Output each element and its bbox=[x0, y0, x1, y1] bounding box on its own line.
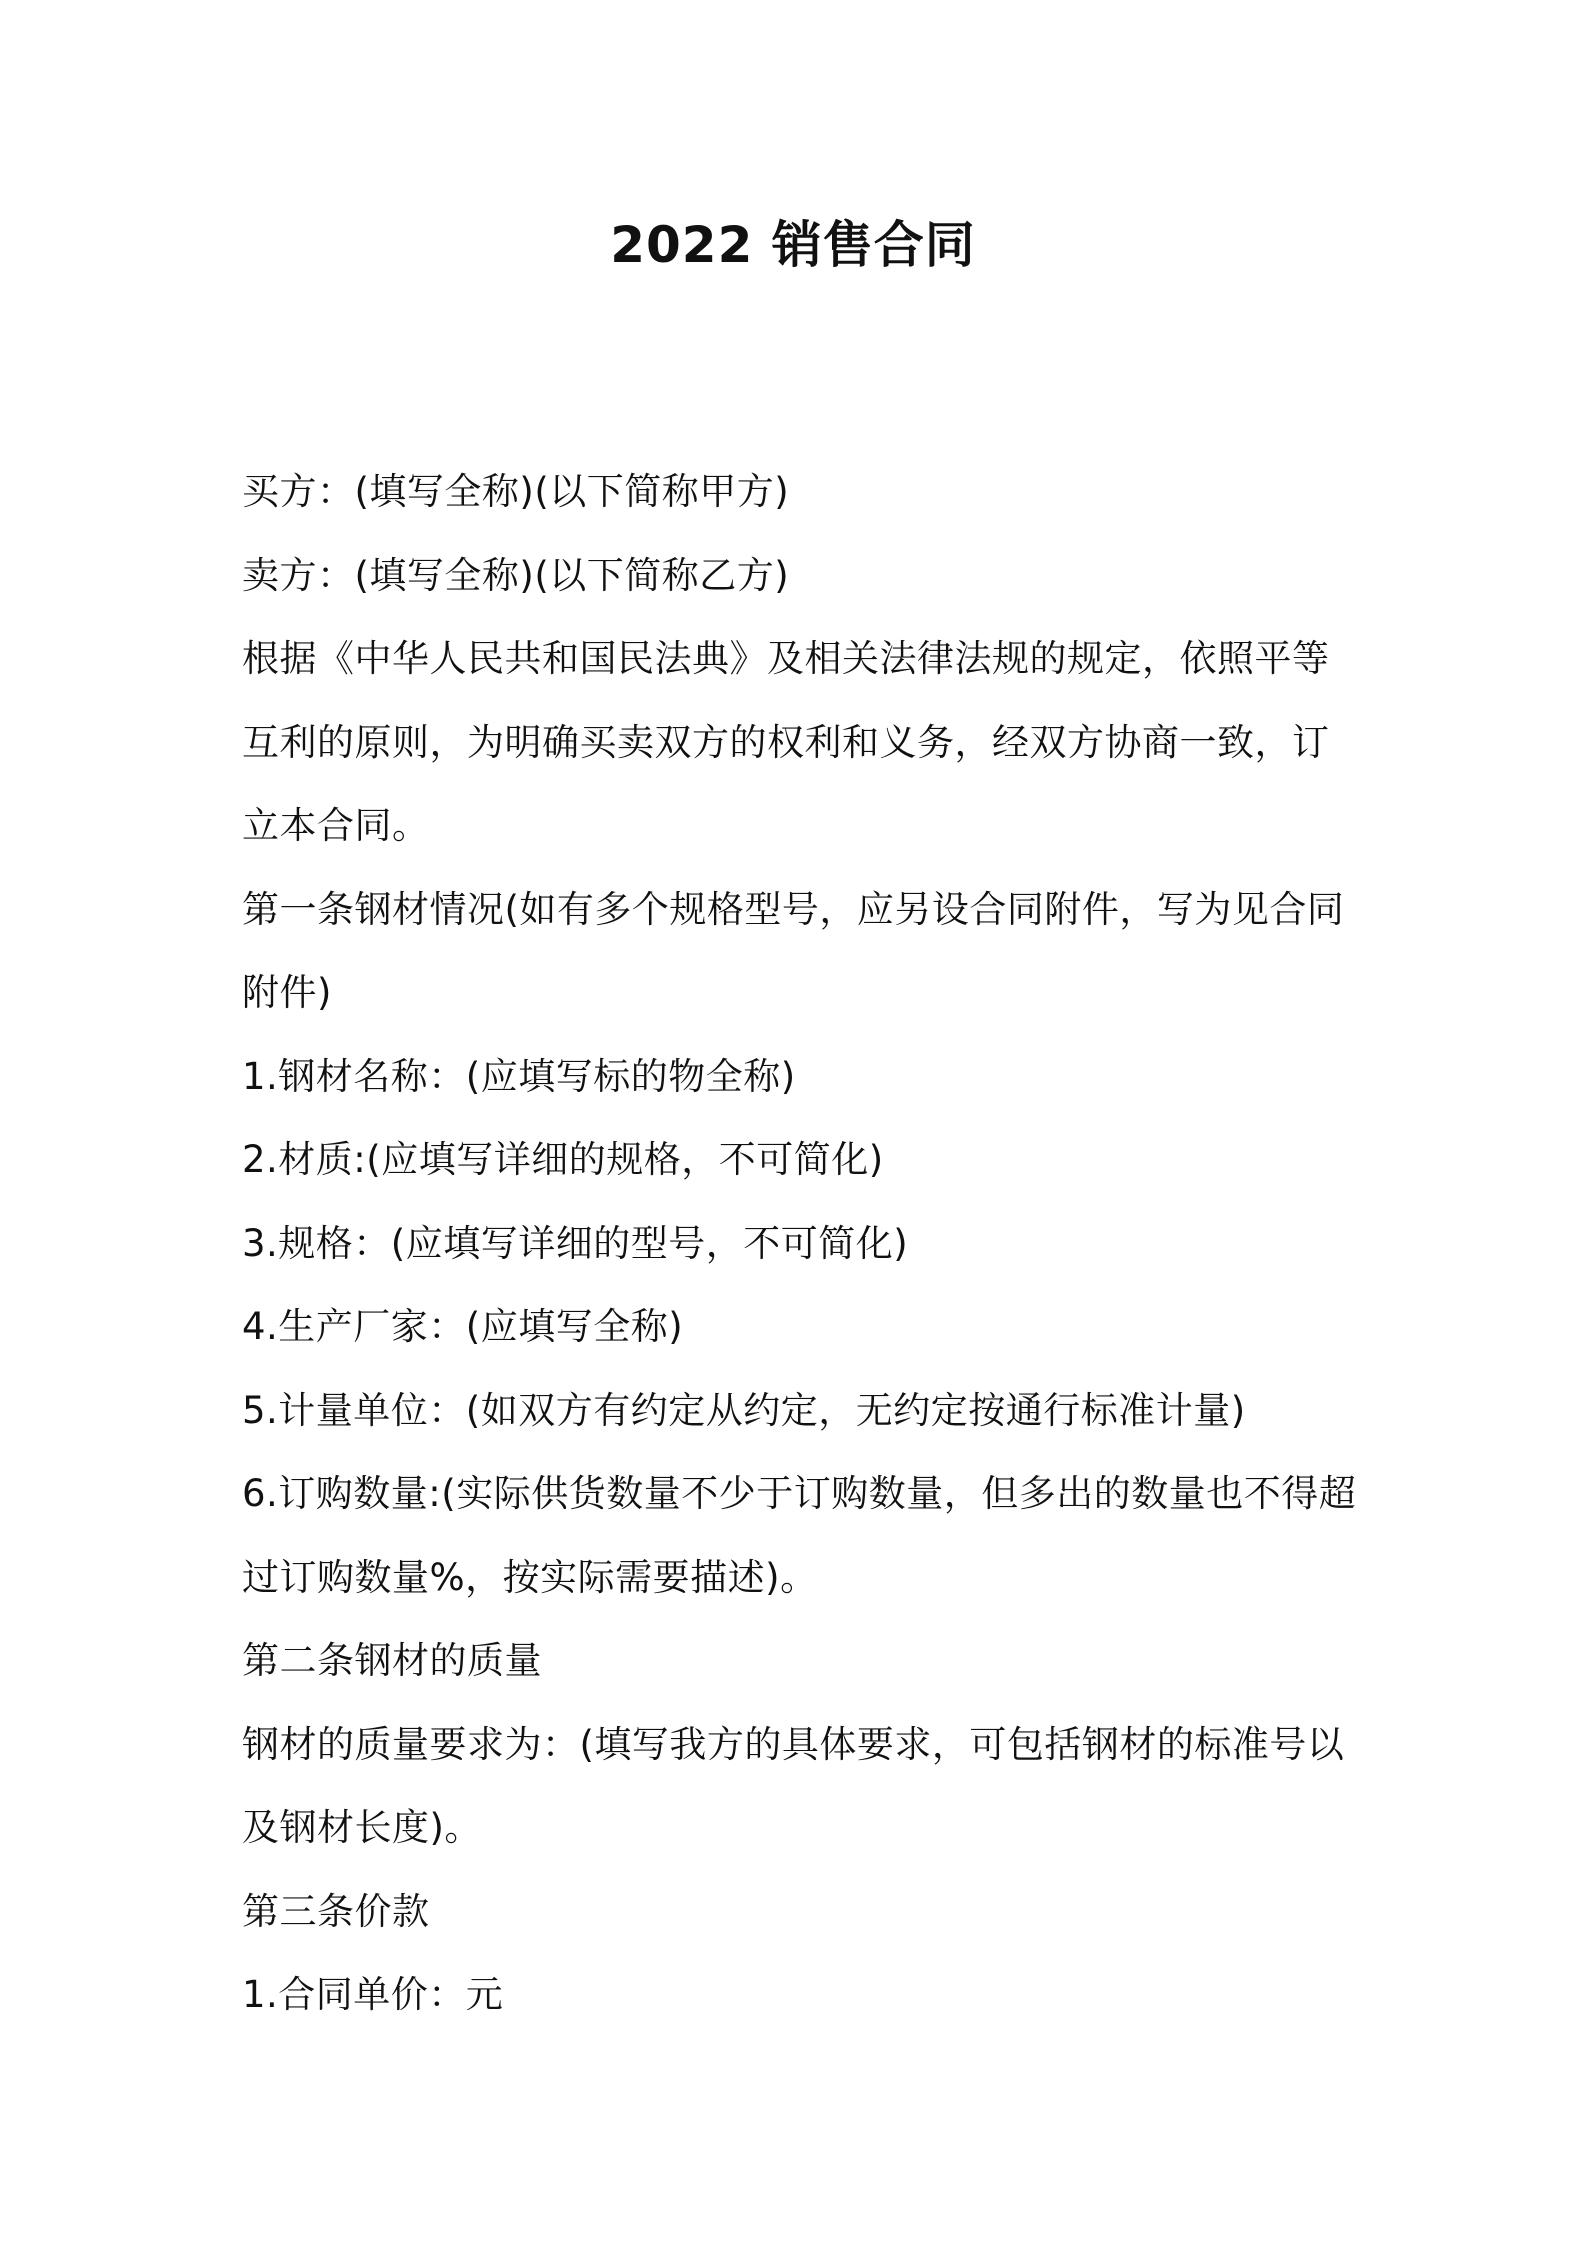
article-1-item-4: 4.生产厂家：(应填写全称) bbox=[242, 1305, 684, 1348]
article-1-item-3: 3.规格：(应填写详细的型号，不可简化) bbox=[242, 1221, 909, 1265]
article-2-quality-requirement: 钢材的质量要求为：(填写我方的具体要求，可包括钢材的标准号以及钢材长度)。 bbox=[242, 1722, 1345, 1849]
article-1-item-6: 6.订购数量:(实际供货数量不少于订购数量，但多出的数量也不得超过订购数量%，按实际需要描述)。 bbox=[242, 1472, 1357, 1599]
preamble-paragraph: 根据《中华人民共和国民法典》及相关法律法规的规定，依照平等互利的原则，为明确买卖双方的权利和义务，经双方协商一致，订立本合同。 bbox=[242, 637, 1330, 847]
article-2-heading: 第二条钢材的质量 bbox=[242, 1639, 542, 1682]
article-3-heading: 第三条价款 bbox=[242, 1889, 430, 1933]
buyer-line: 买方：(填写全称)(以下简称甲方) bbox=[242, 470, 790, 513]
article-1-heading: 第一条钢材情况(如有多个规格型号，应另设合同附件，写为见合同附件) bbox=[242, 887, 1345, 1014]
article-1-item-2: 2.材质:(应填写详细的规格，不可简化) bbox=[242, 1138, 884, 1181]
document-body bbox=[242, 450, 1362, 2037]
article-1-item-1: 1.钢材名称：(应填写标的物全称) bbox=[242, 1054, 796, 1098]
seller-line: 卖方：(填写全称)(以下简称乙方) bbox=[242, 553, 790, 597]
article-3-item-1: 1.合同单价：元 bbox=[242, 1973, 504, 2016]
document-title: 2022 销售合同 bbox=[610, 216, 976, 274]
article-1-item-5: 5.计量单位：(如双方有约定从约定，无约定按通行标准计量) bbox=[242, 1388, 1246, 1432]
